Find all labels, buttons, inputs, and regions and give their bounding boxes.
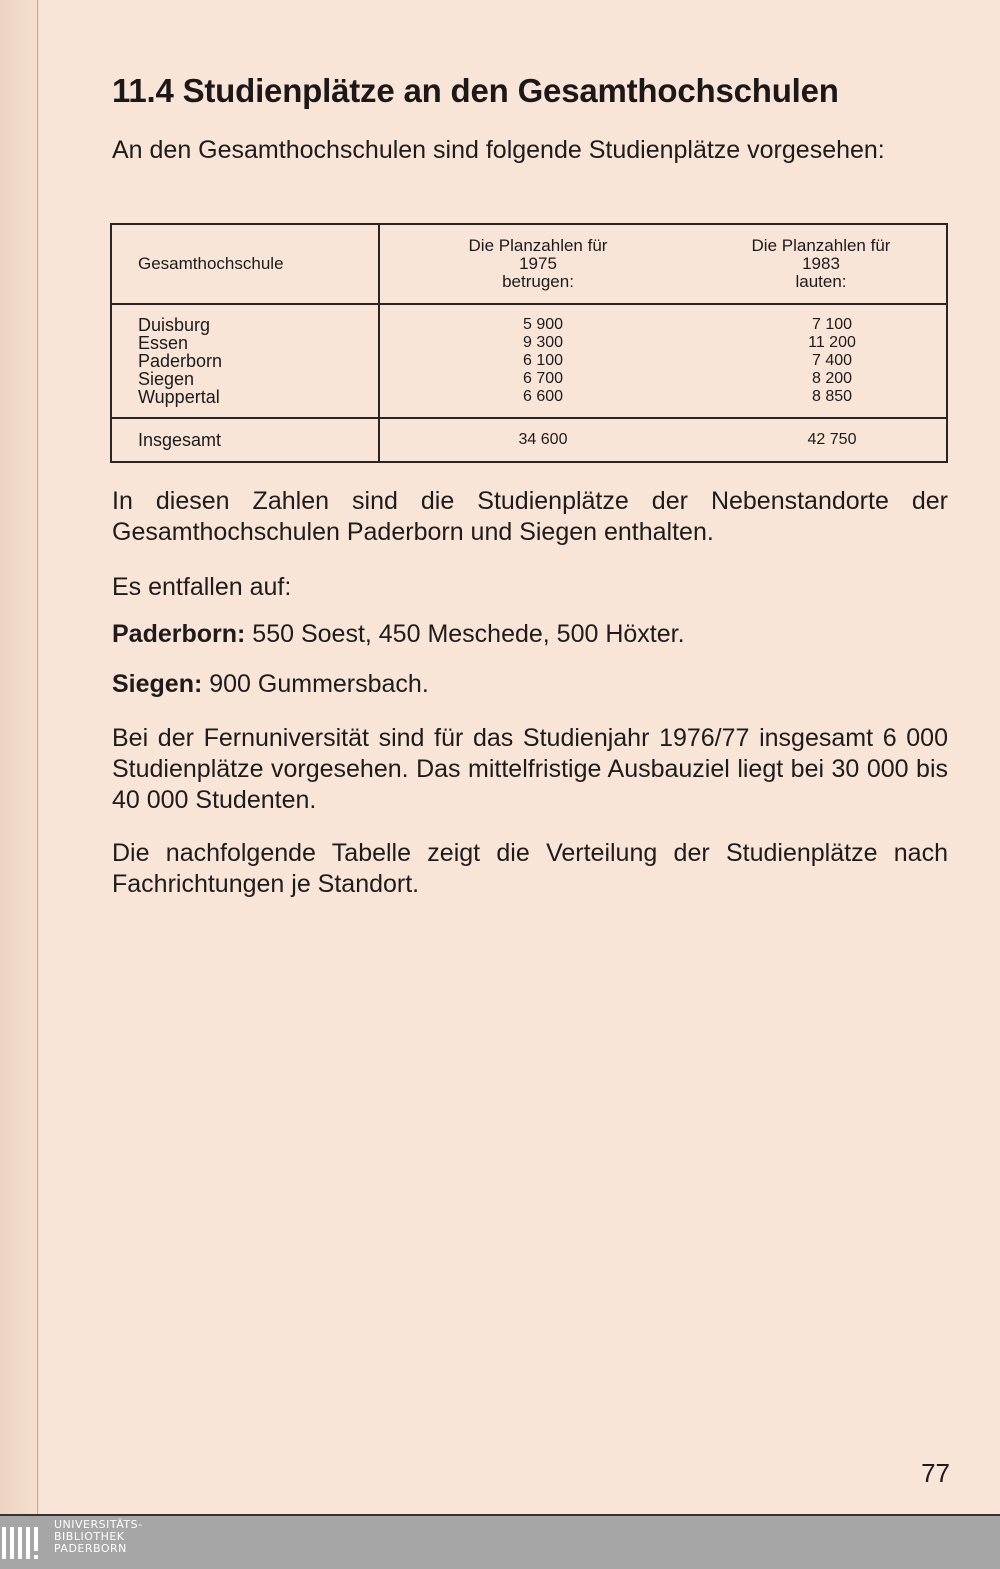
page-number: 77: [921, 1458, 950, 1488]
table-total-row: [111, 418, 947, 462]
paragraph-siegen: [112, 669, 948, 700]
table-row: Wuppertal: [138, 387, 220, 407]
value-1975: 6 100: [522, 352, 564, 369]
paragraph-distribution-intro: Es entfallen auf:: [112, 573, 292, 601]
header-1983: [696, 224, 947, 304]
intro-paragraph: An den Gesamthochschulen sind folgende Studienplätze vorgesehen:: [112, 136, 885, 164]
value-1975: 9 300: [522, 334, 564, 351]
siegen-text: 900 Gummersbach.: [202, 670, 429, 698]
value-1983: 7 100: [811, 316, 853, 333]
value-1983: 8 200: [811, 370, 853, 387]
total-1975: 34 600: [379, 418, 696, 462]
value-1975: 5 900: [522, 316, 564, 333]
table-row: Duisburg: [138, 315, 211, 335]
paderborn-label: Paderborn:: [112, 620, 246, 648]
page-gutter: [0, 0, 40, 1516]
paragraph-fernuniversitaet: Bei der Fernuniversität sind für das Studienjahr 1976/77 insgesamt 6 000 Studienplätze vorgesehen. Das mittelfristige Ausbauziel liegt bei 30 000 bis 40 000 Studenten.: [112, 724, 948, 814]
header-1983-line1: Die Planzahlen für: [751, 236, 891, 255]
siegen-label: Siegen:: [112, 670, 203, 698]
table-body-row: [111, 304, 947, 418]
section-heading: 11.4 Studienplätze an den Gesamthochschulen: [112, 72, 839, 109]
value-1975: 6 600: [522, 388, 564, 405]
table-row: Essen: [138, 333, 189, 353]
paragraph-paderborn: [112, 619, 948, 650]
library-logo-icon: [2, 1521, 48, 1565]
library-name-line1: UNIVERSITÄTS-: [54, 1518, 143, 1531]
header-1975-year: 1975: [519, 254, 557, 273]
value-1975: 6 700: [522, 370, 564, 387]
header-1983-year: 1983: [802, 254, 840, 273]
header-1975-line1: Die Planzahlen für: [468, 236, 608, 255]
value-1983: 7 400: [811, 352, 853, 369]
header-institution: Gesamthochschule: [111, 224, 379, 304]
total-label: Insgesamt: [111, 418, 379, 462]
library-name-line2: BIBLIOTHEK: [54, 1530, 125, 1543]
study-places-table: [110, 223, 948, 463]
values-1975: [379, 304, 696, 418]
values-1983: [696, 304, 947, 418]
value-1983: 8 850: [811, 388, 853, 405]
header-1975-line3: betrugen:: [502, 272, 574, 291]
header-1983-line3: lauten:: [795, 272, 847, 291]
library-name-line3: PADERBORN: [54, 1542, 127, 1555]
paragraph-satellite-sites: In diesen Zahlen sind die Studienplätze der Nebenstandorte der Gesamthochschulen Paderborn und Siegen enthalten.: [112, 487, 948, 546]
table-row: Paderborn: [138, 351, 223, 371]
table-row: Siegen: [138, 369, 195, 389]
gutter-line: [37, 0, 38, 1516]
header-1975: [379, 224, 696, 304]
library-footer-bar: [0, 1516, 1000, 1569]
paragraph-next-table: Die nachfolgende Tabelle zeigt die Verteilung der Studienplätze nach Fachrichtungen je Standort.: [112, 839, 948, 898]
institution-names: [111, 304, 379, 418]
total-1983: 42 750: [696, 418, 947, 462]
value-1983: 11 200: [808, 334, 856, 351]
table-header-row: [111, 224, 947, 304]
library-name: [54, 1519, 143, 1555]
paderborn-text: 550 Soest, 450 Meschede, 500 Höxter.: [245, 620, 685, 648]
